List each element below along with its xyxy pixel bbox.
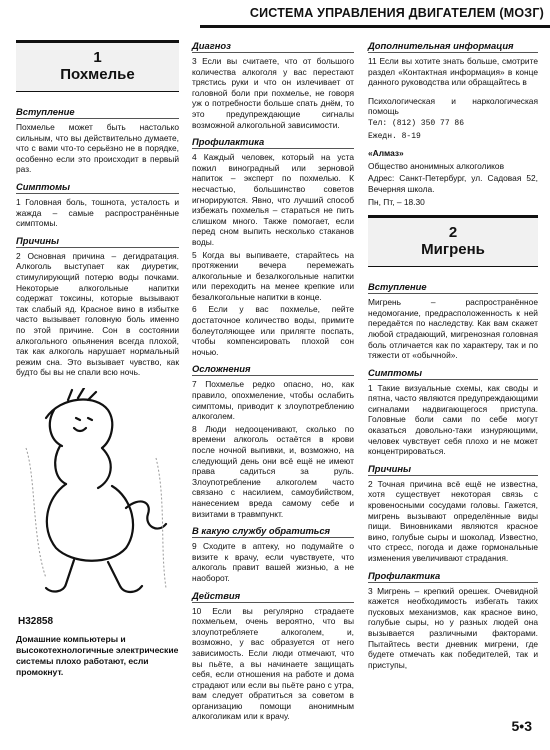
diagnosis-heading: Диагноз	[192, 40, 354, 53]
column-2	[192, 40, 354, 724]
chapter-title: Похмелье	[60, 66, 135, 83]
prevention-paragraph-6: 6 Если у вас похмелье, пейте достаточное количество воды, примите болеутоляющее или прилягте поспать, чтобы компенсировать плохой сон ночью.	[192, 304, 354, 357]
symptoms-paragraph: 1 Такие визуальные схемы, как своды и пятна, часто являются предупреждающими сигналами надвигающегося приступа. Головные боли сами по себе могут оказаться довольно-таки изнуряющими, человек чувствует себя плохо и не может концентрироваться.	[368, 382, 538, 457]
chapter-number: 2	[448, 224, 458, 242]
section-title: СИСТЕМА УПРАВЛЕНИЯ ДВИГАТЕЛЕМ (МОЗГ)	[249, 6, 544, 20]
page-header	[200, 0, 550, 28]
causes-paragraph: 2 Точная причина всё ещё не известна, хотя существует некоторая связь с кровеносными сосудами головы. Гажется, мигрень вызывают определённые виды пищи. Виновниками являются красное вино, голубые сыры и шоколад. Известно, что стресс, погода и даже гормональные изменения увеличивают страдания.	[368, 478, 538, 563]
service-paragraph: 9 Сходите в аптеку, но подумайте о визите к врачу, если чувствуете, что алкоголь правит вашей жизнью, а не наоборот.	[192, 541, 354, 583]
org1-hours: Ежедн. 8-19	[368, 131, 421, 141]
org2-description: Общество анонимных алкоголиков	[368, 160, 505, 171]
intro-heading: Вступление	[16, 106, 179, 119]
org2-hours: Пн, Пт, – 18.30	[368, 196, 425, 207]
complications-paragraph-8: 8 Люди недооценивают, сколько по времени алкоголь остаётся в крови после ночной выпивки, и, возможно, на следующий день они всё ещё не имеют права садиться за руль. Злоупотребление алкоголем часто связано с насилием, самоубийством, нанесением вреда самому себе и визитами в травмпункт.	[192, 423, 354, 519]
chapter-heading-hangover	[16, 40, 179, 92]
prevention-heading: Профилактика	[368, 570, 538, 583]
complications-paragraph-7: 7 Похмелье редко опасно, но, как правило, опохмеление, чтобы ослабить симптомы, приводит к злоупотреблению алкоголем.	[192, 379, 354, 422]
prevention-paragraph: 3 Мигрень – крепкий орешек. Очевидной кажется необходимость избегать таких пусковых механизмов, как красное вино, голубые сыры, но у разных людей она вызывается различными факторами. Пытайтесь вести дневник мигрени, где будете отмечать как победителей, так и приступы,	[368, 585, 538, 670]
chapter-title: Мигрень	[421, 241, 485, 259]
extra-info-heading: Дополнительная информация	[368, 40, 538, 53]
symptoms-paragraph: 1 Головная боль, тошнота, усталость и жажда – самые распространённые симптомы.	[16, 196, 179, 229]
org2-address: Адрес: Санкт-Петербург, ул. Садовая 52, Вечерняя школа.	[368, 173, 538, 194]
prevention-heading: Профилактика	[192, 136, 354, 149]
hangover-illustration	[16, 388, 179, 628]
org1-phone: Тел: (812) 350 77 86	[368, 118, 465, 128]
column-1	[16, 40, 179, 678]
symptoms-heading: Симптомы	[368, 367, 538, 380]
chapter-heading-migraine	[368, 215, 538, 267]
figure-code: H32858	[18, 616, 54, 628]
chapter-number: 1	[93, 49, 102, 66]
causes-heading: Причины	[16, 235, 179, 248]
org2-name: «Алмаз»	[368, 148, 404, 159]
symptoms-heading: Симптомы	[16, 181, 179, 194]
cartoon-figure-icon	[16, 388, 179, 628]
causes-heading: Причины	[368, 463, 538, 476]
prevention-paragraph-5: 5 Когда вы выпиваете, старайтесь на протяжении вечера перемежать алкогольные и безалкогольные напитки или переходить на менее крепкие или безалкогольные напитки в конце.	[192, 249, 354, 302]
prevention-paragraph-4: 4 Каждый человек, который на уста пожил виноградный или зерновой напиток – эксперт по похмелью. К несчастью, большинство советов игнорируются. Явно, что лучший способ избежать похмелья – стараться не пить слишком много. Также помогает, если перед сном выпить несколько стаканов воды.	[192, 152, 354, 247]
intro-heading: Вступление	[368, 281, 538, 294]
org1-name: Психологическая и наркологическая помощь	[368, 95, 538, 117]
causes-paragraph: 2 Основная причина – дегидратация. Алкоголь выступает как диуретик, стимулирующий потерю воды почками. Некоторые алкогольные напитки содержат токсины, которые вызывают так слабый яд. Красное вино в избытке часто вызывает головную боль именно по этой причине. Сон в состоянии алкогольного опьянения всегда плохой, так как алкоголь нарушает нормальный режим сна. Это вызывает чувство, как будто бы вы не спали всю ночь.	[16, 250, 179, 378]
column-3	[368, 40, 538, 672]
actions-heading: Действия	[192, 590, 354, 603]
figure-caption: Домашние компьютеры и высокотехнологичные электрические системы плохо работают, если промокнут.	[16, 633, 179, 677]
actions-paragraph: 10 Если вы регулярно страдаете похмельем, очень вероятно, что вы злоупотребляете алкоголем, и, возможно, у вас образуется от него зависимость. Если люди отмечают, что вы пьёте, а вы начинаете защищать себя, если отношения на работе и дома страдают или если вы пьёте рано с утра, вам следует обратиться за советом в организацию помощи анонимным алкоголикам или к врачу.	[192, 605, 354, 722]
service-heading: В какую службу обратиться	[192, 525, 354, 538]
page-number: 5•3	[511, 718, 532, 734]
complications-heading: Осложнения	[192, 363, 354, 376]
extra-info-paragraph: 11 Если вы хотите знать больше, смотрите раздел «Контактная информация» в конце данного руководства или обращайтесь в	[368, 56, 538, 88]
intro-paragraph: Похмелье может быть настолько сильным, что вы действительно думаете, что с вами что-то серьёзно не в порядке, особенно если это происходит в первый раз.	[16, 122, 179, 175]
intro-paragraph: Мигрень – распространённое недомогание, предрасположенность к ней передаётся по наследству. Как вам скажет любой страдающий, мигренозная головная боль отличается как по характеру, так и по тяжести от «обычной».	[368, 297, 538, 361]
diagnosis-paragraph: 3 Если вы считаете, что от большого количества алкоголя у вас перестают трястись руки и что он излечивает от головной боли при похмелье, не говоря уж о потребности больше спать днём, то это предупреждающие сигналы возможной алкогольной зависимости.	[192, 56, 354, 130]
